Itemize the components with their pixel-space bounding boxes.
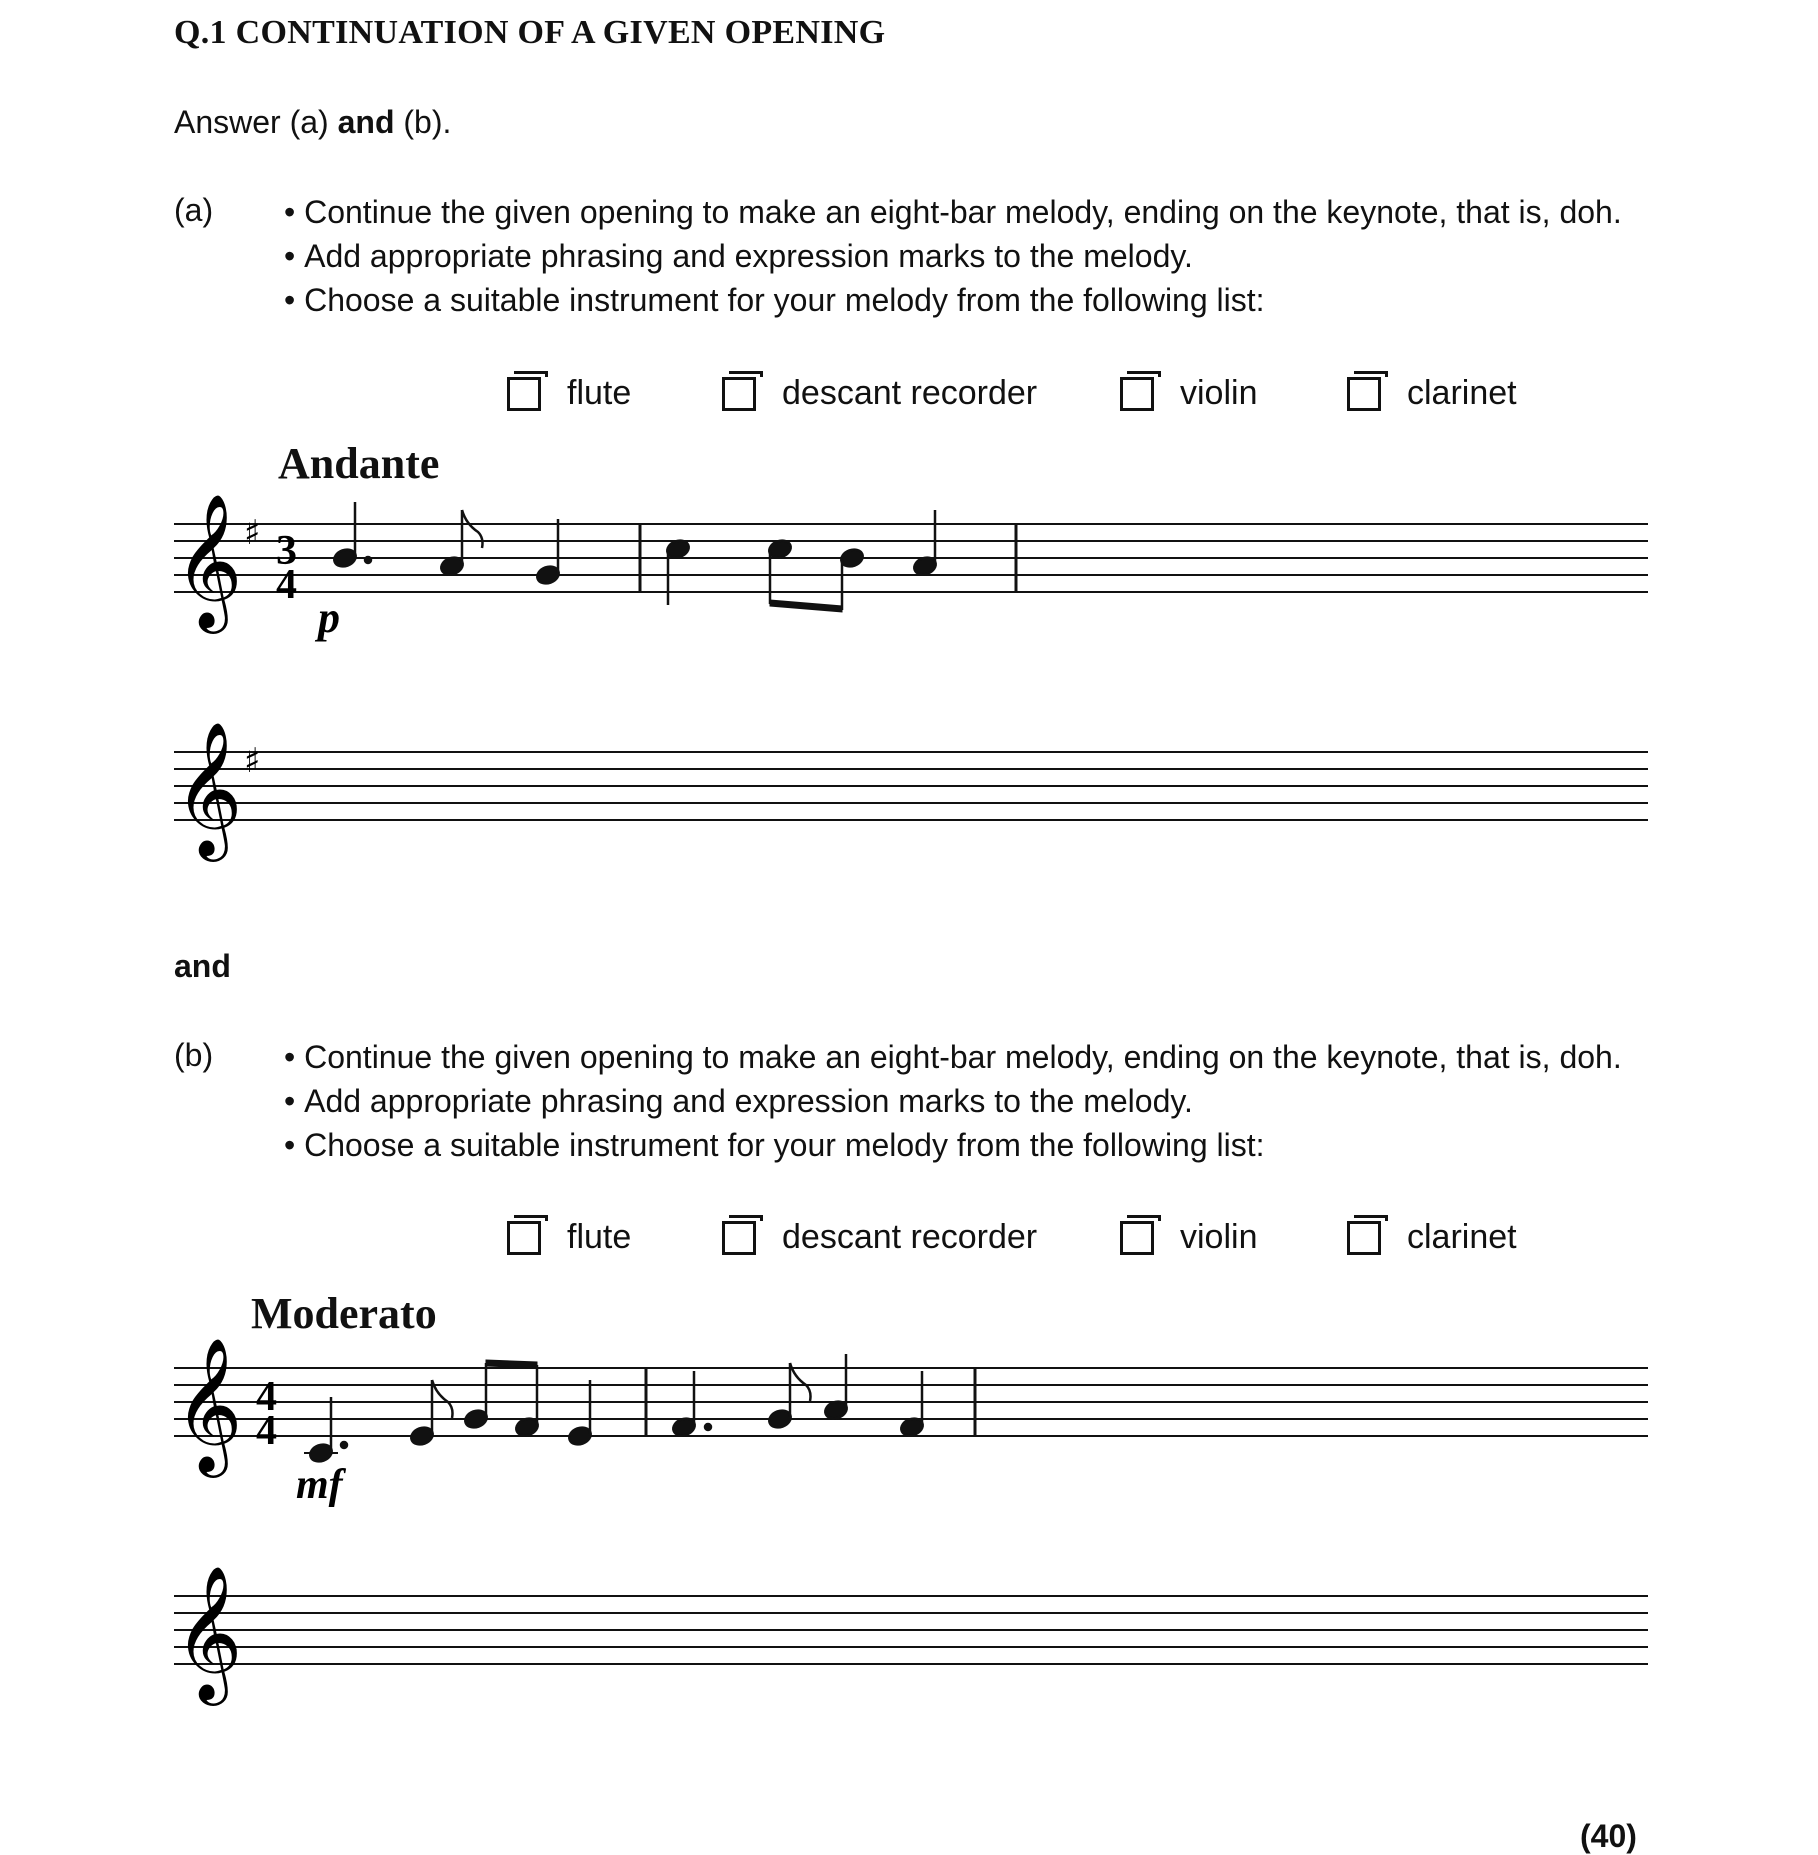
sharp-icon: ♯ — [244, 741, 261, 781]
part-b-label: (b) — [174, 1037, 214, 1073]
part-b-option-clarinet[interactable] — [1347, 1218, 1517, 1257]
dynamic-marking: p — [318, 593, 340, 642]
dot-icon — [341, 1442, 347, 1448]
part-a-tempo: Andante — [278, 439, 440, 488]
part-b-option-flute[interactable] — [507, 1218, 631, 1257]
and-label: and — [174, 948, 231, 984]
instruction-prefix: Answer (a) — [174, 104, 338, 140]
part-b-bullets — [284, 1035, 1622, 1167]
checkbox-icon[interactable] — [722, 377, 756, 411]
part-a-blank-staff[interactable] — [0, 700, 1818, 860]
dot-icon — [365, 557, 371, 563]
instruction-bold: and — [337, 104, 395, 140]
option-label: flute — [567, 374, 632, 412]
part-a-option-violin[interactable] — [1120, 374, 1257, 413]
checkbox-icon[interactable] — [1347, 1221, 1381, 1255]
part-b-blank-staff[interactable] — [0, 1546, 1818, 1706]
option-label: violin — [1180, 374, 1258, 412]
time-sig-top: 4 — [256, 1374, 277, 1420]
checkbox-icon[interactable] — [507, 1221, 541, 1255]
dot-icon — [705, 1424, 711, 1430]
flag-icon — [462, 510, 483, 548]
treble-clef-icon: 𝄞 — [174, 493, 243, 628]
option-label: flute — [567, 1218, 632, 1256]
part-a-bullet-1: • Continue the given opening to make an eight-bar melody, ending on the keynote, that is, doh. — [284, 190, 1622, 234]
part-a-bullet-3: • Choose a suitable instrument for your melody from the following list: — [284, 278, 1622, 322]
checkbox-icon[interactable] — [1347, 377, 1381, 411]
sharp-icon: ♯ — [244, 513, 261, 553]
beam — [770, 600, 842, 612]
treble-clef-icon: 𝄞 — [174, 1565, 243, 1700]
checkbox-icon[interactable] — [1120, 1221, 1154, 1255]
part-b-bullet-2: • Add appropriate phrasing and expression marks to the melody. — [284, 1079, 1622, 1123]
question-title: Q.1 CONTINUATION OF A GIVEN OPENING — [174, 14, 886, 51]
instruction-text — [174, 104, 451, 141]
part-a-option-flute[interactable] — [507, 374, 631, 413]
dynamic-marking: mf — [296, 1462, 343, 1508]
part-b-option-violin[interactable] — [1120, 1218, 1257, 1257]
time-sig-top: 3 — [276, 528, 297, 574]
part-b-given-staff — [0, 1320, 1818, 1520]
option-label: clarinet — [1407, 374, 1517, 412]
instruction-suffix: (b). — [394, 104, 452, 140]
part-a-bullet-2: • Add appropriate phrasing and expression marks to the melody. — [284, 234, 1622, 278]
part-b-bullet-1: • Continue the given opening to make an eight-bar melody, ending on the keynote, that is, doh. — [284, 1035, 1622, 1079]
part-a-option-clarinet[interactable] — [1347, 374, 1517, 413]
time-sig-bottom: 4 — [276, 562, 297, 608]
marks-total: (40) — [1580, 1818, 1637, 1854]
option-label: clarinet — [1407, 1218, 1517, 1256]
option-label: descant recorder — [782, 1218, 1038, 1256]
part-a-given-staff — [0, 470, 1818, 650]
checkbox-icon[interactable] — [722, 1221, 756, 1255]
checkbox-icon[interactable] — [1120, 377, 1154, 411]
treble-clef-icon: 𝄞 — [174, 721, 243, 856]
option-label: descant recorder — [782, 374, 1038, 412]
part-b-bullet-3: • Choose a suitable instrument for your melody from the following list: — [284, 1123, 1622, 1167]
part-b-option-descant-recorder[interactable] — [722, 1218, 1037, 1257]
part-a-bullets — [284, 190, 1622, 322]
part-a-option-descant-recorder[interactable] — [722, 374, 1037, 413]
part-b-tempo: Moderato — [251, 1289, 437, 1338]
treble-clef-icon: 𝄞 — [174, 1337, 243, 1472]
option-label: violin — [1180, 1218, 1258, 1256]
checkbox-icon[interactable] — [507, 377, 541, 411]
part-a-label: (a) — [174, 192, 214, 228]
time-sig-bottom: 4 — [256, 1408, 277, 1454]
beam — [486, 1360, 537, 1368]
